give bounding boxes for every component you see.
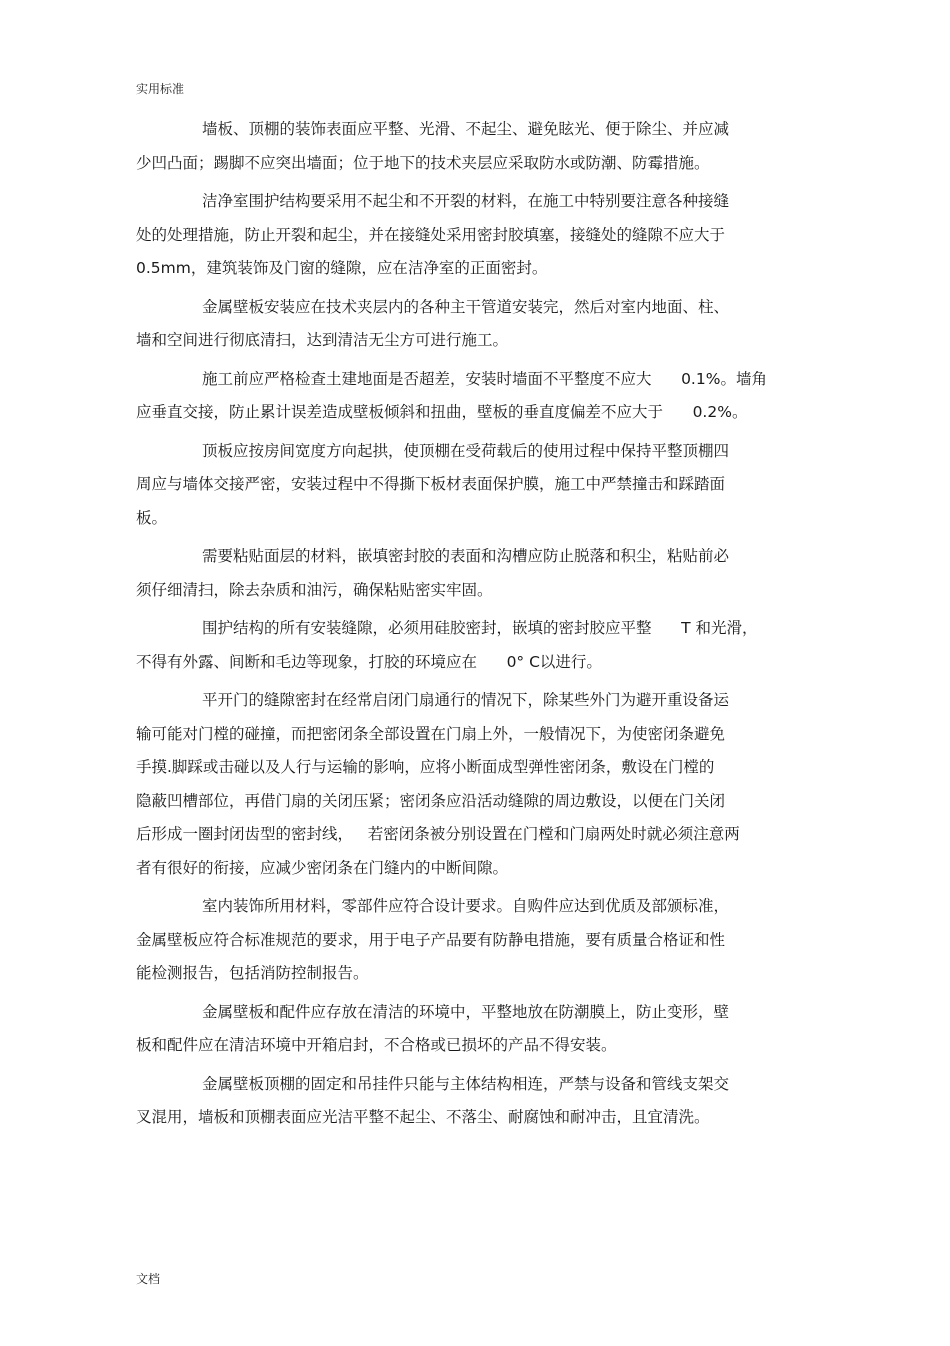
paragraph-line: 不得有外露、间断和毛边等现象，打胶的环境应在 0° C以进行。 [136, 652, 602, 671]
paragraph-line: 者有很好的衔接，应减少密闭条在门缝内的中断间隙。 [136, 858, 509, 877]
paragraph-line: 少凹凸面；踢脚不应突出墙面；位于地下的技术夹层应采取防水或防潮、防霉措施。 [136, 153, 710, 172]
paragraph-line: 金属壁板和配件应存放在清洁的环境中，平整地放在防潮膜上，防止变形，壁 [202, 1002, 730, 1021]
paragraph-line: 隐蔽凹槽部位，再借门扇的关闭压紧；密闭条应沿活动缝隙的周边敷设，以便在门关闭 [136, 791, 726, 810]
paragraph-line: 板。 [136, 508, 168, 527]
paragraph [136, 996, 856, 1063]
paragraph [136, 612, 856, 679]
paragraph-line: 施工前应严格检查土建地面是否超差，安装时墙面不平整度不应大 0.1%。墙角 [202, 369, 767, 388]
paragraph [136, 113, 856, 180]
paragraph-line: 围护结构的所有安装缝隙，必须用硅胶密封，嵌填的密封胶应平整 T 和光滑， [202, 619, 758, 637]
paragraph-line: 周应与墙体交接严密，安装过程中不得撕下板材表面保护膜，施工中严禁撞击和踩踏面 [136, 475, 726, 493]
paragraph-line: 能检测报告，包括消防控制报告。 [136, 964, 369, 982]
paragraph-line: 平开门的缝隙密封在经常启闭门扇通行的情况下，除某些外门为避开重设备运 [202, 691, 730, 709]
page-header: 实用标准 [136, 82, 185, 96]
paragraph [136, 684, 856, 885]
paragraph [136, 291, 856, 358]
paragraph-line: 金属壁板顶棚的固定和吊挂件只能与主体结构相连，严禁与设备和管线支架交 [202, 1074, 730, 1093]
paragraph-line: 板和配件应在清洁环境中开箱启封，不合格或已损坏的产品不得安装。 [136, 1036, 617, 1054]
paragraph-line: 输可能对门樘的碰撞，而把密闭条全部设置在门扇上外，一般情况下，为使密闭条避免 [136, 724, 726, 743]
paragraph [136, 540, 856, 607]
paragraph [136, 185, 856, 286]
paragraph-line: 墙和空间进行彻底清扫，达到清洁无尘方可进行施工。 [136, 331, 509, 349]
page-footer: 文档 [136, 1272, 161, 1286]
paragraph [136, 890, 856, 991]
paragraph-line: 室内装饰所用材料，零部件应符合设计要求。自购件应达到优质及部颁标准， [202, 897, 730, 915]
document-body [136, 113, 856, 1140]
paragraph [136, 363, 856, 430]
paragraph [136, 435, 856, 536]
paragraph [136, 1068, 856, 1135]
paragraph-line: 后形成一圈封闭齿型的密封线， 若密闭条被分别设置在门樘和门扇两处时就必须注意两 [136, 825, 740, 843]
paragraph-line: 金属壁板安装应在技术夹层内的各种主干管道安装完，然后对室内地面、柱、 [202, 297, 730, 316]
paragraph-line: 应垂直交接，防止累计误差造成壁板倾斜和扭曲，壁板的垂直度偏差不应大于 0.2%。 [136, 403, 748, 421]
paragraph-line: 需要粘贴面层的材料，嵌填密封胶的表面和沟槽应防止脱落和积尘，粘贴前必 [202, 547, 730, 565]
paragraph-line: 0.5mm，建筑装饰及门窗的缝隙，应在洁净室的正面密封。 [136, 259, 548, 277]
paragraph-line: 洁净室围护结构要采用不起尘和不开裂的材料，在施工中特别要注意各种接缝 [202, 192, 730, 210]
paragraph-line: 处的处理措施，防止开裂和起尘，并在接缝处采用密封胶填塞，接缝处的缝隙不应大于 [136, 225, 726, 244]
paragraph-line: 手摸.脚踩或击碰以及人行与运输的影响，应将小断面成型弹性密闭条，敷设在门樘的 [136, 758, 715, 776]
paragraph-line: 顶板应按房间宽度方向起拱，使顶棚在受荷载后的使用过程中保持平整顶棚四 [202, 441, 730, 460]
paragraph-line: 叉混用，墙板和顶棚表面应光洁平整不起尘、不落尘、耐腐蚀和耐冲击，且宜清洗。 [136, 1108, 710, 1126]
paragraph-line: 金属壁板应符合标准规范的要求，用于电子产品要有防静电措施，要有质量合格证和性 [136, 930, 726, 949]
paragraph-line: 须仔细清扫，除去杂质和油污，确保粘贴密实牢固。 [136, 580, 493, 599]
paragraph-line: 墙板、顶棚的装饰表面应平整、光滑、不起尘、避免眩光、便于除尘、并应减 [202, 120, 730, 138]
